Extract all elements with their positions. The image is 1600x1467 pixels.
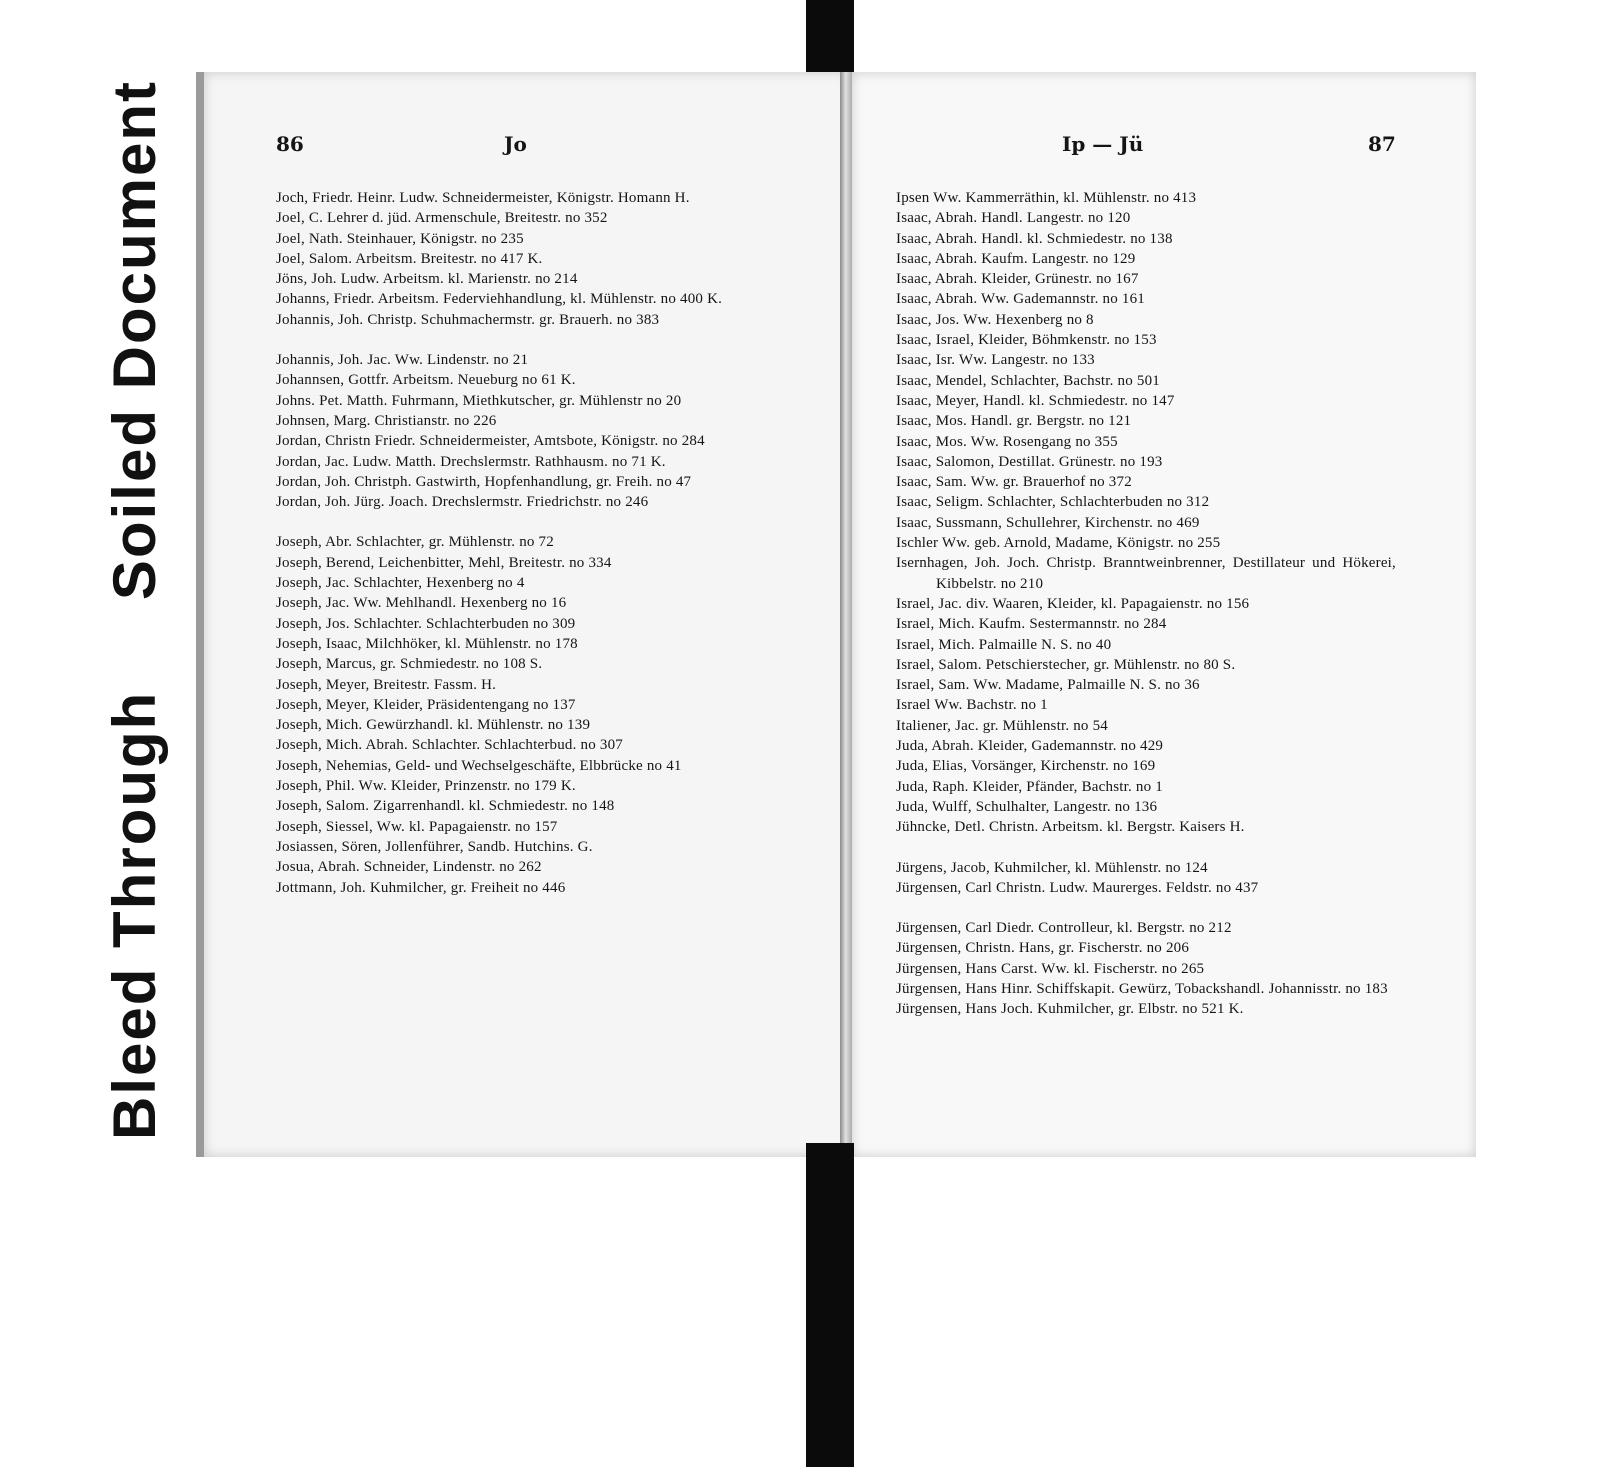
soiled-document-label: Soiled Document <box>101 80 168 601</box>
directory-entry: Joseph, Berend, Leichenbitter, Mehl, Breitestr. no 334 <box>276 554 612 571</box>
directory-entry: Joseph, Jos. Schlachter. Schlachterbuden no 309 <box>276 615 576 632</box>
directory-entry: Jürgensen, Hans Hinr. Schiffskapit. Gewürz, Tobackshandl. Johannisstr. no 183 <box>896 980 1388 997</box>
directory-entry: Joch, Friedr. Heinr. Ludw. Schneidermeister, Königstr. Homann H. <box>276 190 690 206</box>
directory-entry: Isaac, Abrah. Handl. kl. Schmiedestr. no 138 <box>896 230 1173 247</box>
directory-entry: Jordan, Christn Friedr. Schneidermeister, Amtsbote, Königstr. no 284 <box>276 433 705 450</box>
directory-entry: Isernhagen, Joh. Joch. Christp. Branntweinbrenner, Destillateur und Hökerei, Kibbelstr. no 210 <box>896 555 1396 592</box>
directory-entry: Israel Ww. Bachstr. no 1 <box>896 697 1048 714</box>
directory-entry: Isaac, Mos. Ww. Rosengang no 355 <box>896 433 1118 450</box>
directory-entry: Jürgensen, Hans Joch. Kuhmilcher, gr. Elbstr. no 521 K. <box>896 1001 1244 1018</box>
directory-entry: Johanns, Friedr. Arbeitsm. Federviehhandlung, kl. Mühlenstr. no 400 K. <box>276 291 723 308</box>
directory-entry: Jordan, Jac. Ludw. Matth. Drechslermstr. Rathhausm. no 71 K. <box>276 453 666 470</box>
directory-entry: Jürgensen, Carl Diedr. Controlleur, kl. Bergstr. no 212 <box>896 920 1232 937</box>
directory-entry: Jürgensen, Carl Christn. Ludw. Maurerges. Feldstr. no 437 <box>896 879 1259 896</box>
binding-strip-top <box>806 0 854 72</box>
directory-entry: Juda, Raph. Kleider, Pfänder, Bachstr. no 1 <box>896 778 1163 795</box>
directory-entry: Italiener, Jac. gr. Mühlenstr. no 54 <box>896 717 1108 734</box>
directory-entry: Juda, Abrah. Kleider, Gademannstr. no 429 <box>896 738 1164 755</box>
directory-entry: Joseph, Meyer, Breitestr. Fassm. H. <box>276 676 497 693</box>
directory-entry: Joseph, Phil. Ww. Kleider, Prinzenstr. no 179 K. <box>276 778 576 795</box>
directory-entry: Isaac, Sam. Ww. gr. Brauerhof no 372 <box>896 474 1132 491</box>
document-type-label <box>100 80 169 1140</box>
page-number-left: 86 <box>276 132 304 156</box>
directory-entry: Johnsen, Marg. Christianstr. no 226 <box>276 412 497 429</box>
directory-entry: Israel, Jac. div. Waaren, Kleider, kl. Papagaienstr. no 156 <box>896 595 1250 612</box>
directory-entry: Joseph, Nehemias, Geld- und Wechselgeschäfte, Elbbrücke no 41 <box>276 757 682 774</box>
directory-entry: Juda, Wulff, Schulhalter, Langestr. no 136 <box>896 798 1158 815</box>
directory-entry: Johannis, Joh. Jac. Ww. Lindenstr. no 21 <box>276 352 529 369</box>
running-head-left: Jo <box>504 132 527 156</box>
directory-entry: Jürgensen, Hans Carst. Ww. kl. Fischerstr. no 265 <box>896 960 1205 977</box>
directory-entry: Jürgens, Jacob, Kuhmilcher, kl. Mühlenstr. no 124 <box>896 859 1208 876</box>
directory-entry: Jordan, Joh. Jürg. Joach. Drechslermstr. Friedrichstr. no 246 <box>276 494 649 511</box>
directory-entry: Ipsen Ww. Kammerräthin, kl. Mühlenstr. no 413 <box>896 190 1197 206</box>
running-head-right: Ip — Jü <box>1062 132 1144 156</box>
directory-entry: Joseph, Salom. Zigarrenhandl. kl. Schmiedestr. no 148 <box>276 798 615 815</box>
directory-column-right <box>896 188 1396 1020</box>
directory-entry: Joseph, Meyer, Kleider, Präsidentengang no 137 <box>276 696 576 713</box>
book-spread <box>196 72 1476 1157</box>
directory-entry: Isaac, Abrah. Kaufm. Langestr. no 129 <box>896 250 1136 267</box>
directory-entry: Juda, Elias, Vorsänger, Kirchenstr. no 169 <box>896 758 1156 775</box>
directory-entry: Isaac, Mendel, Schlachter, Bachstr. no 501 <box>896 372 1160 389</box>
directory-entry: Josua, Abrah. Schneider, Lindenstr. no 262 <box>276 859 542 876</box>
directory-entry: Jordan, Joh. Christph. Gastwirth, Hopfenhandlung, gr. Freih. no 47 <box>276 473 692 490</box>
binding-strip-bottom <box>806 1143 854 1467</box>
bleed-through-label: Bleed Through <box>101 690 168 1140</box>
directory-entry: Joseph, Jac. Ww. Mehlhandl. Hexenberg no 16 <box>276 595 567 612</box>
directory-entry: Joseph, Marcus, gr. Schmiedestr. no 108 S. <box>276 656 543 673</box>
directory-entry: Joseph, Mich. Abrah. Schlachter. Schlachterbud. no 307 <box>276 737 623 754</box>
right-page <box>852 72 1476 1157</box>
directory-entry: Isaac, Salomon, Destillat. Grünestr. no 193 <box>896 453 1163 470</box>
directory-entry: Johannis, Joh. Christp. Schuhmachermstr. gr. Brauerh. no 383 <box>276 311 660 328</box>
directory-entry: Joseph, Jac. Schlachter, Hexenberg no 4 <box>276 575 525 592</box>
directory-entry: Josiassen, Sören, Jollenführer, Sandb. Hutchins. G. <box>276 838 593 855</box>
directory-entry: Jottmann, Joh. Kuhmilcher, gr. Freiheit no 446 <box>276 879 566 896</box>
directory-entry: Johns. Pet. Matth. Fuhrmann, Miethkutscher, gr. Mühlenstr no 20 <box>276 392 682 409</box>
directory-entry: Israel, Sam. Ww. Madame, Palmaille N. S. no 36 <box>896 677 1200 694</box>
directory-entry: Isaac, Abrah. Kleider, Grünestr. no 167 <box>896 271 1139 288</box>
directory-entry: Joseph, Abr. Schlachter, gr. Mühlenstr. no 72 <box>276 534 554 551</box>
directory-entry: Israel, Salom. Petschierstecher, gr. Mühlenstr. no 80 S. <box>896 656 1236 673</box>
page-number-right: 87 <box>1368 132 1396 156</box>
directory-entry: Isaac, Mos. Handl. gr. Bergstr. no 121 <box>896 413 1132 430</box>
directory-entry: Israel, Mich. Palmaille N. S. no 40 <box>896 636 1112 653</box>
directory-entry: Ischler Ww. geb. Arnold, Madame, Königstr. no 255 <box>896 535 1221 552</box>
directory-entry: Joel, Nath. Steinhauer, Königstr. no 235 <box>276 230 524 247</box>
directory-entry: Isaac, Meyer, Handl. kl. Schmiedestr. no 147 <box>896 392 1175 409</box>
directory-entry: Jühncke, Detl. Christn. Arbeitsm. kl. Bergstr. Kaisers H. <box>896 819 1245 836</box>
directory-entry: Isaac, Jos. Ww. Hexenberg no 8 <box>896 311 1094 328</box>
directory-column-left <box>276 188 770 898</box>
directory-entry: Isaac, Sussmann, Schullehrer, Kirchenstr. no 469 <box>896 514 1200 531</box>
directory-entry: Joseph, Siessel, Ww. kl. Papagaienstr. no 157 <box>276 818 558 835</box>
directory-entry: Israel, Mich. Kaufm. Sestermannstr. no 284 <box>896 616 1167 633</box>
directory-entry: Joseph, Isaac, Milchhöker, kl. Mühlenstr. no 178 <box>276 635 578 652</box>
directory-entry: Isaac, Abrah. Handl. Langestr. no 120 <box>896 210 1131 227</box>
directory-entry: Joseph, Mich. Gewürzhandl. kl. Mühlenstr. no 139 <box>276 717 591 734</box>
directory-entry: Joel, C. Lehrer d. jüd. Armenschule, Breitestr. no 352 <box>276 210 608 227</box>
directory-entry: Isaac, Abrah. Ww. Gademannstr. no 161 <box>896 291 1146 308</box>
directory-entry: Jöns, Joh. Ludw. Arbeitsm. kl. Marienstr. no 214 <box>276 271 578 288</box>
left-page <box>196 72 850 1157</box>
directory-entry: Isaac, Isr. Ww. Langestr. no 133 <box>896 352 1095 369</box>
directory-entry: Jürgensen, Christn. Hans, gr. Fischerstr. no 206 <box>896 940 1190 957</box>
directory-entry: Isaac, Seligm. Schlachter, Schlachterbuden no 312 <box>896 494 1210 511</box>
directory-entry: Joel, Salom. Arbeitsm. Breitestr. no 417 K. <box>276 250 543 267</box>
directory-entry: Johannsen, Gottfr. Arbeitsm. Neueburg no 61 K. <box>276 372 576 389</box>
directory-entry: Isaac, Israel, Kleider, Böhmkenstr. no 153 <box>896 332 1157 349</box>
